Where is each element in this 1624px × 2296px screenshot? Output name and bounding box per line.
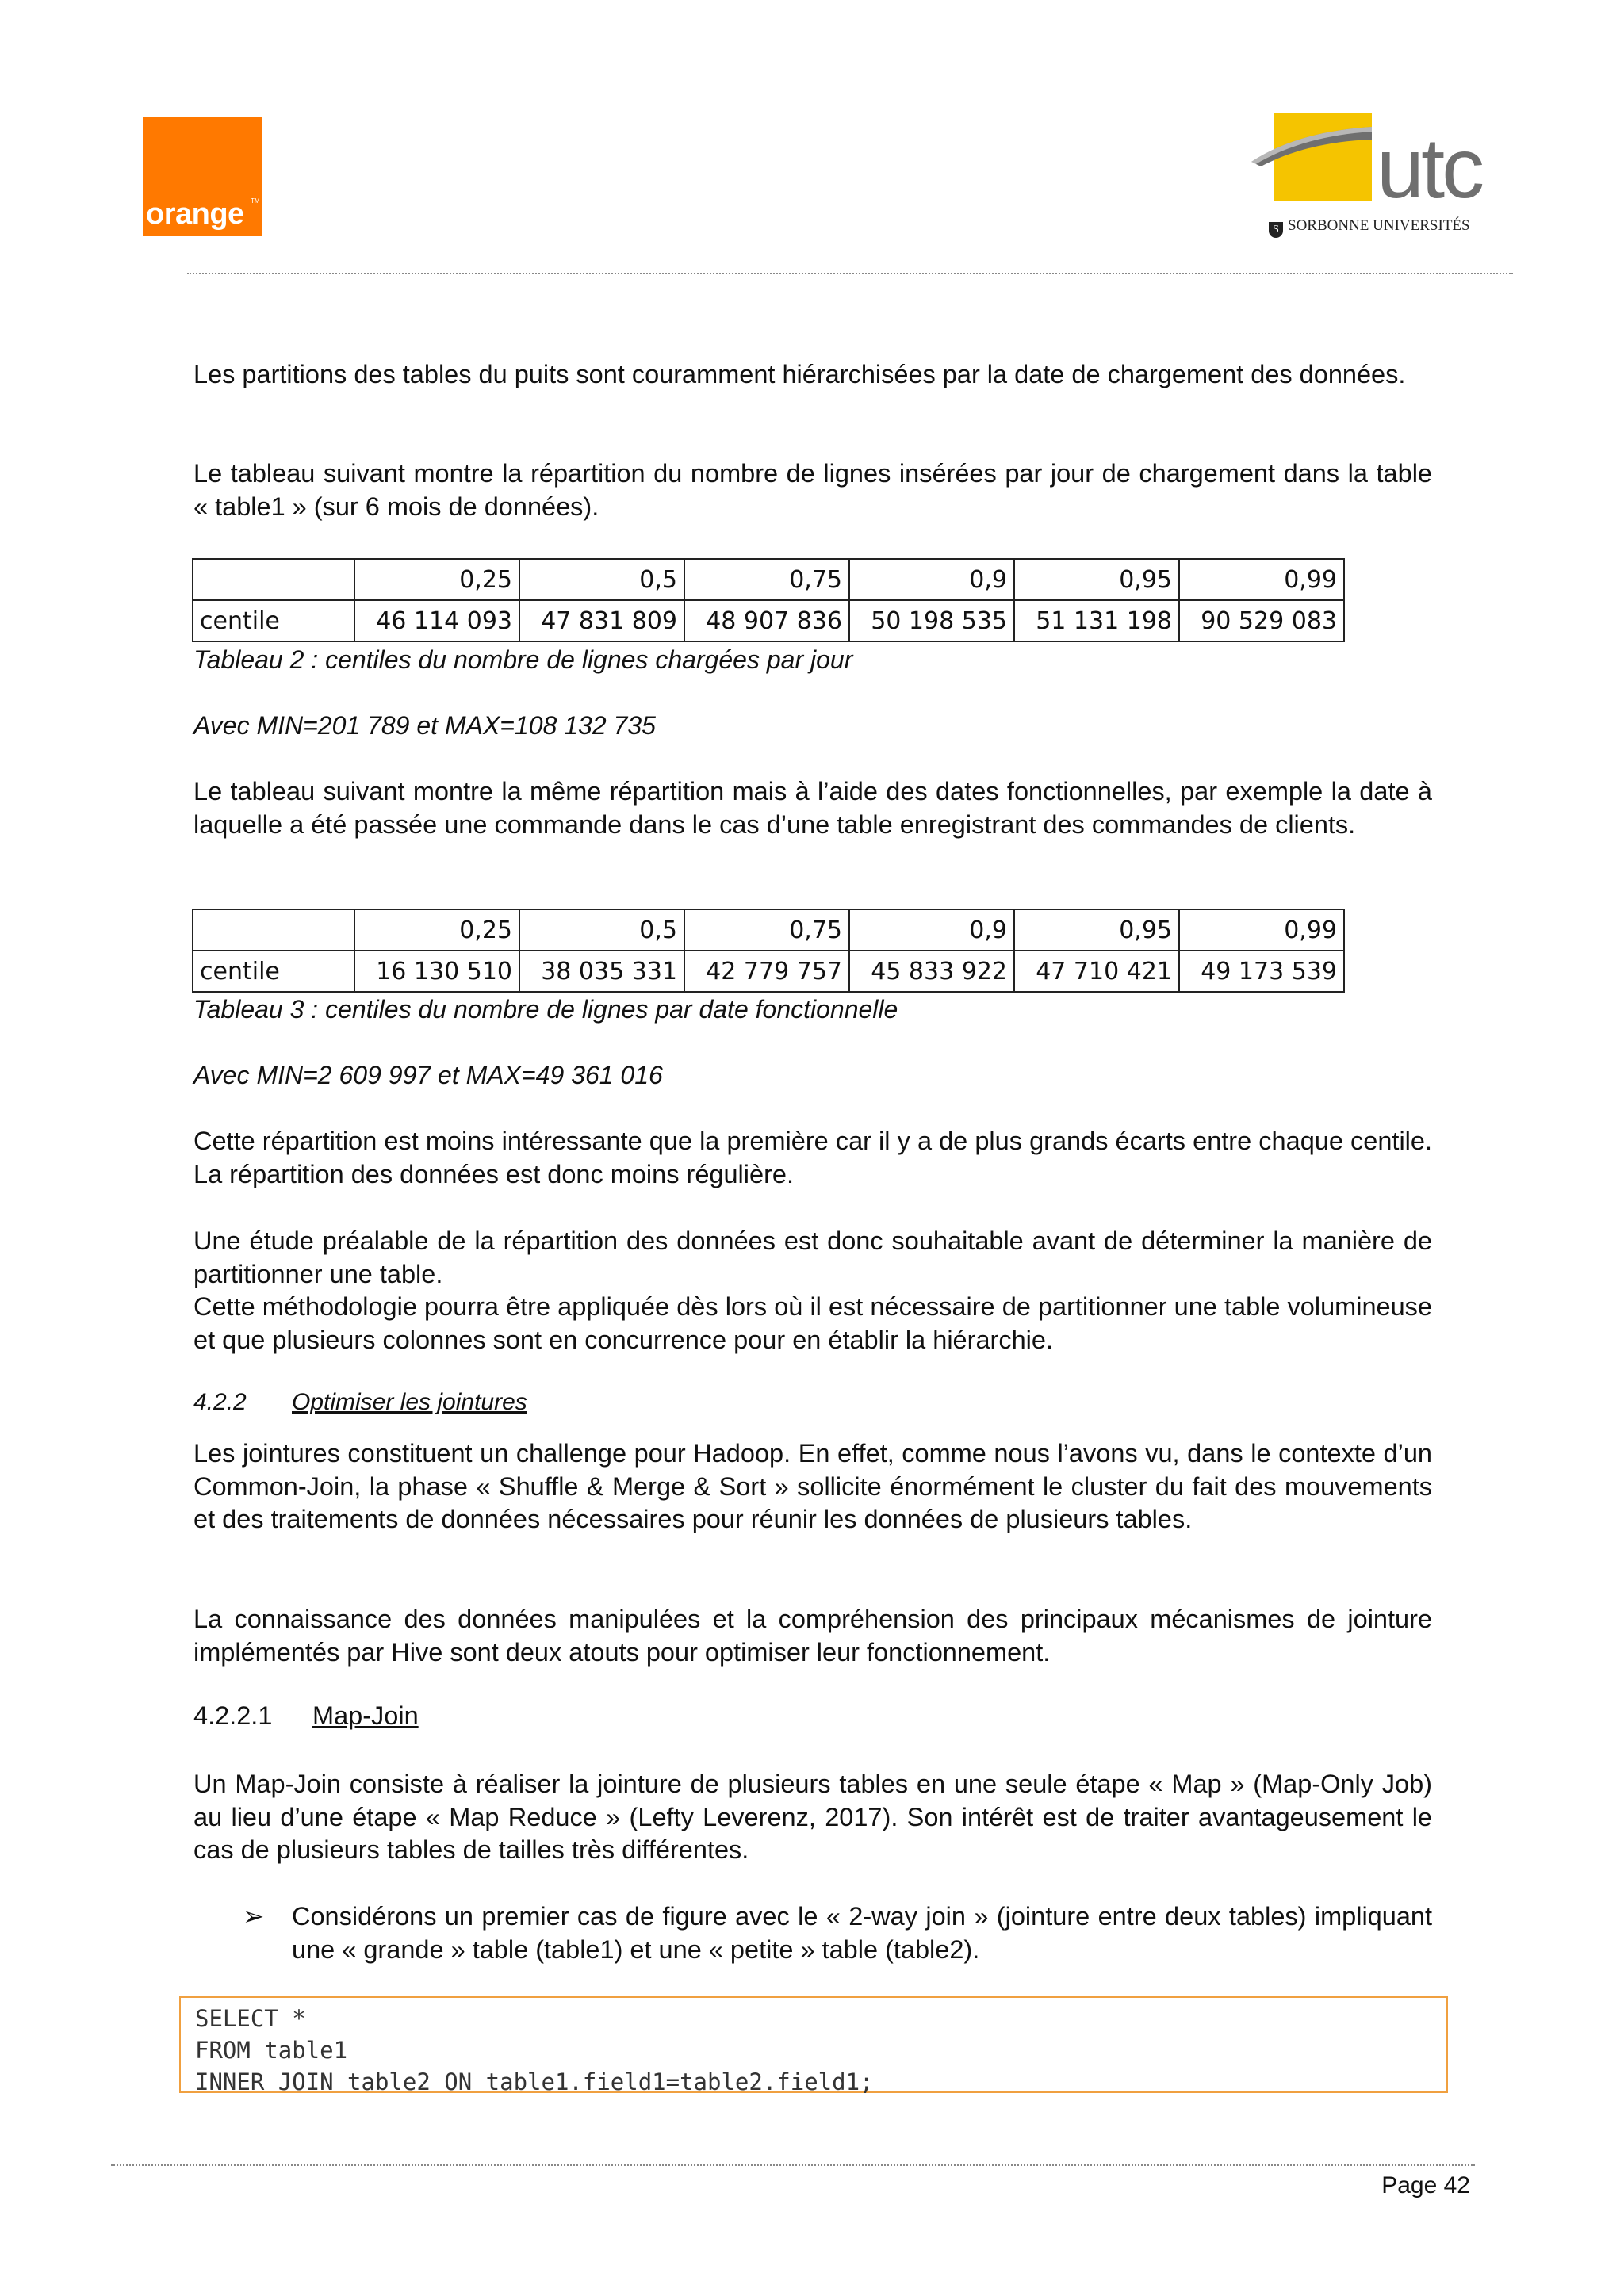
table-cell: 49 173 539 [1179, 951, 1344, 992]
page-number: Page 42 [1381, 2172, 1470, 2198]
section-number: 4.2.2 [193, 1389, 247, 1415]
table-cell: 38 035 331 [519, 951, 684, 992]
table-2-minmax: Avec MIN=201 789 et MAX=108 132 735 [193, 711, 656, 740]
orange-logo [143, 117, 262, 236]
table-3-minmax: Avec MIN=2 609 997 et MAX=49 361 016 [193, 1061, 663, 1089]
table-cell: centile [193, 600, 354, 641]
subsection-heading [193, 1701, 419, 1731]
table-cell: 45 833 922 [849, 951, 1014, 992]
paragraph-1: Les partitions des tables du puits sont couramment hiérarchisées par la date de chargement des données. [193, 360, 1406, 388]
table-cell: 0,9 [849, 559, 1014, 600]
subsection-title: Map-Join [312, 1701, 419, 1730]
code-line: SELECT * [195, 2005, 306, 2032]
table-cell [193, 559, 354, 600]
utc-logo [1251, 109, 1513, 244]
subsection-number: 4.2.2.1 [193, 1701, 273, 1730]
centile-table-2 [192, 558, 1345, 642]
paragraph-4: Cette répartition est moins intéressante que la première car il y a de plus grands écarts entre chaque centile. La répartition des données est donc moins régulière. [193, 1127, 1432, 1188]
paragraph-6: Les jointures constituent un challenge pour Hadoop. En effet, comme nous l’avons vu, dans le contexte d’un Common-Join, la phase « Shuffle & Merge & Sort » sollicite énormément le cluster du fait des mouvements et des traitements de données nécessaires pour réunir les données de plusieurs tables. [193, 1439, 1432, 1533]
code-block [179, 1996, 1448, 2093]
table-cell: 0,5 [519, 559, 684, 600]
code-line: FROM table1 [195, 2037, 348, 2064]
table-cell: 0,75 [684, 559, 849, 600]
utc-logo-text: utc [1377, 120, 1482, 216]
table-cell: 51 131 198 [1014, 600, 1179, 641]
code-line: INNER JOIN table2 ON table1.field1=table2.field1; [195, 2068, 874, 2095]
table-cell: 0,99 [1179, 559, 1344, 600]
footer-rule [111, 2164, 1475, 2166]
table-cell [193, 909, 354, 951]
paragraph-8: Un Map-Join consiste à réaliser la jointure de plusieurs tables en une seule étape « Map » (Map-Only Job) au lieu d’une étape « Map Reduce » (Lefty Leverenz, 2017). Son intérêt est de traiter avantageusement le cas de plusieurs tables de tailles très différentes. [193, 1770, 1432, 1864]
utc-emblem-icon [1251, 109, 1378, 205]
table-cell: centile [193, 951, 354, 992]
centile-table-3 [192, 909, 1345, 993]
orange-logo-tm: TM [251, 197, 260, 205]
table-cell: 0,95 [1014, 909, 1179, 951]
table-cell: 16 130 510 [354, 951, 519, 992]
paragraph-3: Le tableau suivant montre la même répartition mais à l’aide des dates fonctionnelles, par exemple la date à laquelle a été passée une commande dans le cas d’une table enregistrant des commandes de clients. [193, 777, 1432, 839]
sorbonne-universites [1269, 217, 1470, 238]
bullet-item [243, 1900, 1432, 1966]
table-cell: 0,9 [849, 909, 1014, 951]
table-cell: 47 710 421 [1014, 951, 1179, 992]
section-title: Optimiser les jointures [292, 1389, 527, 1415]
arrow-bullet-icon: ➢ [243, 1902, 265, 1931]
header-rule [187, 273, 1513, 274]
table-cell: 0,25 [354, 909, 519, 951]
table-cell: 42 779 757 [684, 951, 849, 992]
table-header-row [193, 909, 1344, 951]
orange-logo-text: orange [146, 197, 244, 231]
section-heading [193, 1389, 527, 1416]
paragraph-2: Le tableau suivant montre la répartition du nombre de lignes insérées par jour de chargement dans la table « table1 » (sur 6 mois de données). [193, 459, 1432, 521]
table-3-caption: Tableau 3 : centiles du nombre de lignes par date fonctionnelle [193, 995, 898, 1024]
table-row [193, 600, 1344, 641]
table-cell: 0,75 [684, 909, 849, 951]
sorbonne-shield-icon: S [1269, 222, 1283, 238]
table-2-caption: Tableau 2 : centiles du nombre de lignes chargées par jour [193, 645, 853, 674]
table-cell: 90 529 083 [1179, 600, 1344, 641]
table-row [193, 951, 1344, 992]
table-cell: 48 907 836 [684, 600, 849, 641]
table-cell: 47 831 809 [519, 600, 684, 641]
sorbonne-text: SORBONNE UNIVERSITÉS [1288, 217, 1470, 234]
paragraph-5a: Une étude préalable de la répartition des données est donc souhaitable avant de déterminer la manière de partitionner une table. [193, 1226, 1432, 1288]
paragraph-5b: Cette méthodologie pourra être appliquée dès lors où il est nécessaire de partitionner une table volumineuse et que plusieurs colonnes sont en concurrence pour en établir la hiérarchie. [193, 1292, 1432, 1354]
table-cell: 0,95 [1014, 559, 1179, 600]
table-header-row [193, 559, 1344, 600]
table-cell: 0,99 [1179, 909, 1344, 951]
table-cell: 0,5 [519, 909, 684, 951]
bullet-text: Considérons un premier cas de figure avec le « 2-way join » (jointure entre deux tables) impliquant une « grande » table (table1) et une « petite » table (table2). [292, 1902, 1432, 1964]
table-cell: 0,25 [354, 559, 519, 600]
paragraph-7: La connaissance des données manipulées et la compréhension des principaux mécanismes de jointure implémentés par Hive sont deux atouts pour optimiser leur fonctionnement. [193, 1605, 1432, 1667]
table-cell: 46 114 093 [354, 600, 519, 641]
table-cell: 50 198 535 [849, 600, 1014, 641]
